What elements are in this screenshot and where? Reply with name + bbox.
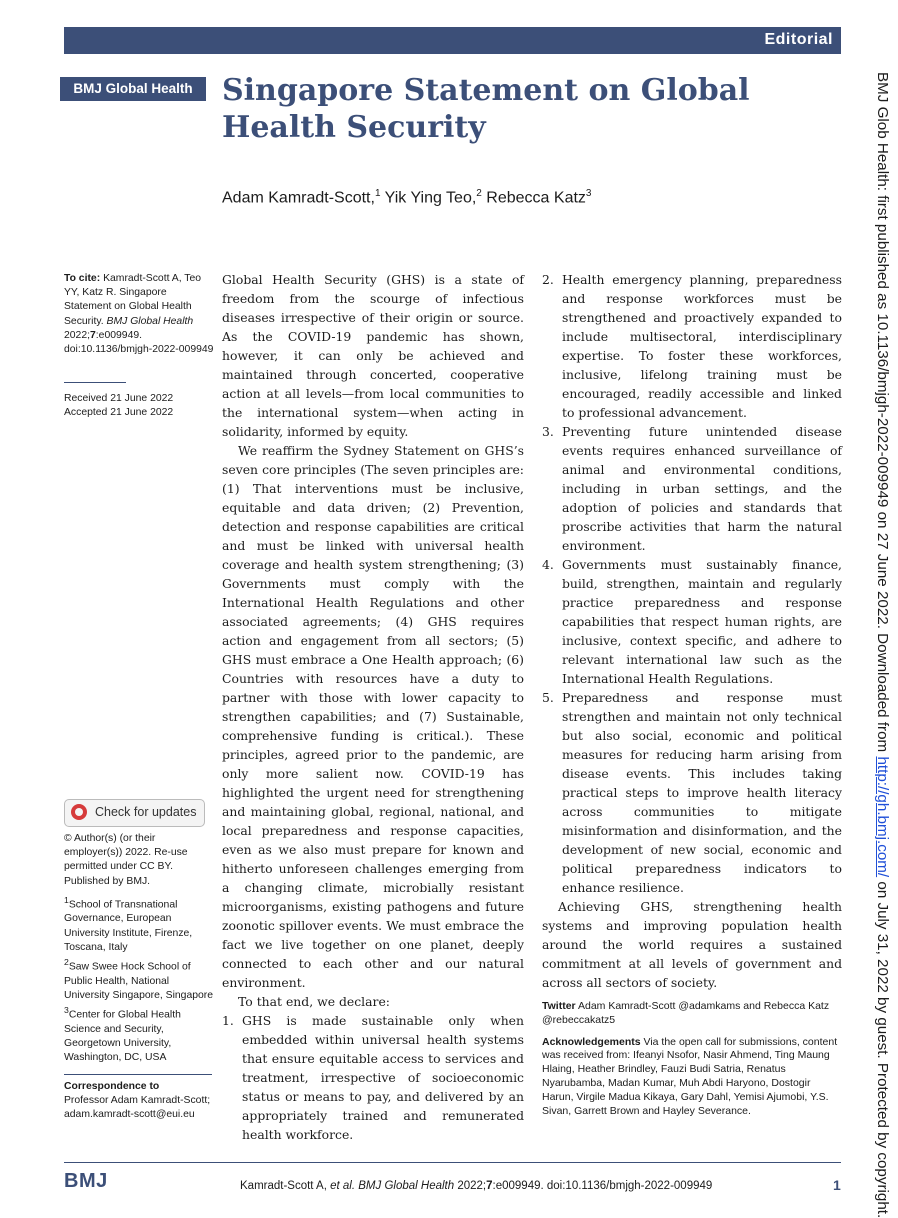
author-affiliation-ref: 1: [374, 188, 381, 199]
body-paragraph: We reaffirm the Sydney Statement on GHS’s seven core principles (The seven principles are: (1) That interventions must be inclusive, equitable and data driven; (2) Prevention, detection and response capabilities are critical and must be linked with universal health coverage and health system strengthening; (3) Governments must comply with the International Health Regulations and other associated agreements; (4) GHS requires action and engagement from all sectors; (5) GHS must embrace a One Health approach; (6) Countries with resources have a duty to partner with those with lower capacity to strengthen capabilities; and (7) Sustainable, comprehensive funding is critical.). These principles, agreed prior to the pandemic, are only more salient now. COVID-19 has highlighted the urgent need for strengthening and maintaining global, regional, national, and local preparedness and response capacities, even as we also must prepare for known and hitherto unforeseen challenges emerging from a changing climate, microbially resistant microorganisms, existing pathogens and future zoonotic spillover events. We must embrace the fact we live together on one planet, deeply connected to each other and our natural environment.: [222, 443, 524, 990]
affiliation-text: Saw Swee Hock School of Public Health, National University Singapore, Singapore: [64, 961, 214, 1001]
acknowledgements-label: Acknowledgements: [542, 1035, 641, 1048]
twitter-text: Adam Kamradt-Scott @adamkams and Rebecca Katz @rebeccakatz5: [542, 1000, 830, 1026]
declaration-number: 3.: [542, 424, 554, 439]
declaration-text: Governments must sustainably finance, build, strengthen, maintain and regularly practice preparedness and response capabilities that respect human rights, are inclusive, context specific, and adhere to relevant international law such as the International Health Regulations.: [562, 557, 842, 686]
closing-paragraph: Achieving GHS, strengthening health systems and improving population health around the world requires a sustained commitment at all levels of government and across all sectors of society.: [542, 899, 842, 990]
author-name: Rebecca Katz: [481, 189, 586, 207]
body-paragraph: To that end, we declare:: [238, 994, 390, 1009]
affiliation-text: Center for Global Health Science and Security, Georgetown University, Washington, DC, USA: [64, 1009, 181, 1064]
bmj-logo: BMJ: [64, 1170, 108, 1192]
cite-year: 2022;: [64, 329, 91, 341]
journal-link[interactable]: http://gh.bmj.com/: [874, 756, 891, 878]
affiliation-text: School of Transnational Governance, European University Institute, Firenze, Toscana, Italy: [64, 899, 193, 953]
cite-journal: BMJ Global Health: [106, 315, 194, 327]
declaration-text: Preventing future unintended disease events requires enhanced surveillance of animal and environmental conditions, including in urban settings, and the adoption of policies and standards that proscribe activities that harm the natural environment.: [562, 424, 842, 553]
footer-citation: [240, 1180, 712, 1192]
page-number: 1: [833, 1177, 841, 1193]
sidebar-divider: [64, 382, 126, 383]
body-column-left: [222, 270, 524, 1144]
affiliation: [64, 893, 214, 955]
section-label: Editorial: [764, 31, 833, 48]
crossmark-icon: [71, 804, 87, 820]
declaration-number: 4.: [542, 557, 554, 572]
affiliation: [64, 1003, 214, 1065]
footer-cite-etal: et al. BMJ Global Health: [330, 1180, 455, 1192]
twitter-label: Twitter: [542, 1000, 576, 1012]
author-name: Yik Ying Teo,: [380, 189, 477, 207]
author-name: Adam Kamradt-Scott,: [222, 189, 375, 207]
section-header-bar: [64, 27, 841, 54]
cite-text: Kamradt-Scott A, Teo YY, Katz R. Singapore Statement on Global Health Security.: [64, 273, 202, 327]
twitter-note: [542, 1000, 842, 1028]
footer-cite-authors: Kamradt-Scott A,: [240, 1180, 331, 1192]
cite-block: [64, 272, 214, 357]
check-for-updates-label: Check for updates: [95, 805, 197, 819]
cite-label: To cite:: [64, 273, 101, 284]
footer-cite-volume: 7: [486, 1180, 493, 1192]
acknowledgements-text: Via the open call for submissions, content was received from: Ifeanyi Nsofor, Nasir Ahmend, Ting Maung Hlaing, Heather Brindley, Fauzi Budi Satria, Renatus Nyarubamba, Madan Kumar, Muh Abdi Haryono, Dostogir Harun, Virgile Madua Kikaya, Gary Dahl, Yemisi Ajumobi, Y.S. Sivan, Garrett Brown and Hayley Severance.: [542, 1035, 838, 1117]
acknowledgements: [542, 1036, 842, 1119]
copyright-notice: © Author(s) (or their employer(s)) 2022. Re-use permitted under CC BY. Published by BMJ.: [64, 833, 188, 887]
check-for-updates-button[interactable]: [64, 799, 205, 827]
download-note-before: BMJ Glob Health: first published as 10.1136/bmjgh-2022-009949 on 27 June 2022. Downloaded from: [874, 72, 891, 757]
declaration-text: Health emergency planning, preparedness and response workforces must be strengthened and proactively expanded to include multisectoral, interdisciplinary expertise. To foster these workforces, inclusive, lifelong training must be encouraged, readily accessible and linked to professional advancement.: [562, 272, 842, 420]
footer-cite-year: 2022;: [454, 1180, 487, 1192]
article-title: Singapore Statement on Global Health Security: [222, 73, 750, 145]
declaration-item: [542, 270, 842, 422]
footer-divider: [64, 1162, 841, 1163]
dates-block: [64, 392, 214, 420]
correspondence-text: Professor Adam Kamradt-Scott; adam.kamradt-scott@eui.eu: [64, 1095, 211, 1121]
accepted-date: Accepted 21 June 2022: [64, 407, 174, 419]
copyright-affiliations-block: [64, 832, 214, 1065]
journal-badge: BMJ Global Health: [60, 77, 206, 101]
affiliation: [64, 955, 214, 1003]
cite-volume: 7: [90, 329, 96, 341]
declaration-text: Preparedness and response must strengthen and maintain not only technical but also social, economic and political measures for reducing harm arising from disease events. This includes taking practical steps to improve health literacy across communities to mitigate misinformation and disinformation, and the development of new social, economic and political preparedness indicators to enhance resilience.: [562, 690, 842, 895]
body-column-right: [542, 270, 842, 1118]
affiliation-number: 1: [64, 894, 69, 905]
download-note-after: on July 31, 2022 by guest. Protected by copyright.: [874, 877, 891, 1218]
author-affiliation-ref: 3: [585, 188, 592, 199]
declaration-item: [542, 688, 842, 897]
affiliation-number: 3: [64, 1005, 69, 1016]
declaration-number: 5.: [542, 690, 554, 705]
cite-rest: :e009949. doi:10.1136/bmjgh-2022-009949: [64, 329, 214, 356]
affiliation-number: 2: [64, 957, 69, 968]
author-affiliation-ref: 2: [476, 188, 482, 199]
declaration-number: 2.: [542, 272, 554, 287]
correspondence-label: Correspondence to: [64, 1081, 160, 1092]
declaration-item: [222, 1011, 524, 1144]
body-paragraph: Global Health Security (GHS) is a state of freedom from the scourge of infectious diseases irrespective of their origin or source. As the COVID-19 pandemic has shown, however, it can only be achieved and maintained through concerted, cooperative action at all levels—from local communities to the international system—when acting in solidarity, informed by equity.: [222, 272, 524, 439]
declaration-item: [542, 555, 842, 688]
received-date: Received 21 June 2022: [64, 393, 174, 404]
declaration-text: GHS is made sustainable only when embedded within universal health systems that ensure equitable access to services and treatment, irrespective of socioeconomic status or means to pay, and delivered by an appropriately trained and remunerated health workforce.: [242, 1013, 524, 1142]
footer-cite-rest: :e009949. doi:10.1136/bmjgh-2022-009949: [492, 1180, 713, 1192]
declaration-item: [542, 422, 842, 555]
correspondence-block: [64, 1080, 214, 1123]
declaration-number: 1.: [222, 1013, 234, 1028]
author-list: [222, 188, 591, 207]
sidebar-divider: [64, 1074, 212, 1075]
download-note: [874, 72, 891, 1218]
